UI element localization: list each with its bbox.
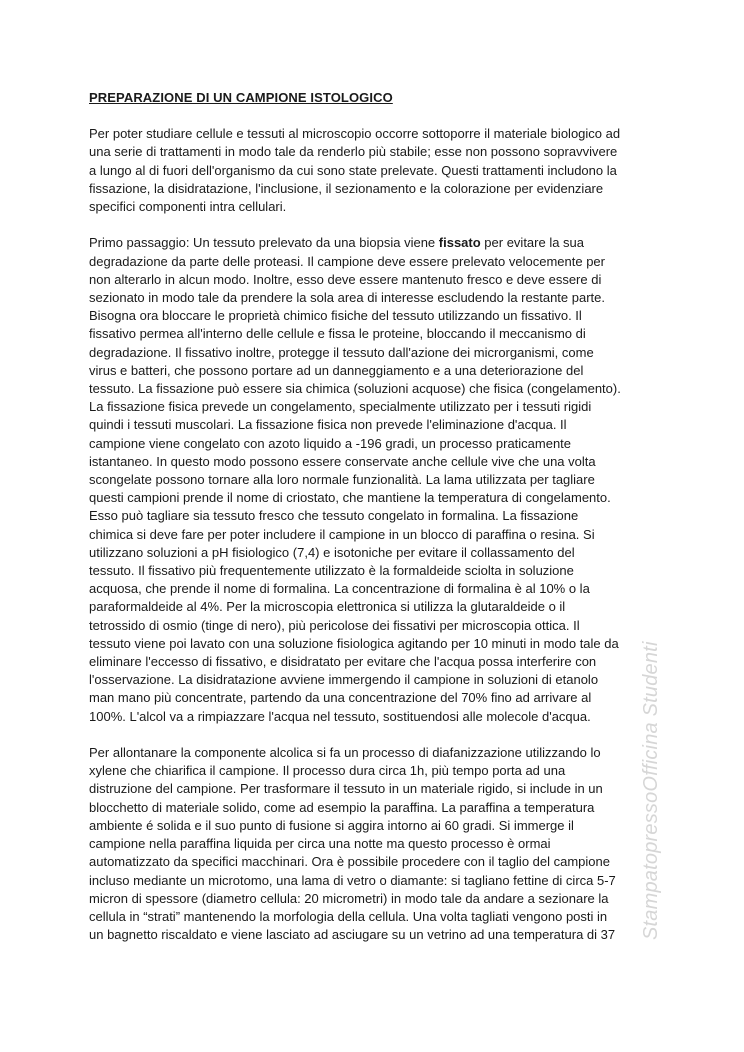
- paragraph-line: distruzione del campione. Per trasformare il tessuto in un materiale rigido, si include in un: [89, 781, 603, 797]
- paragraph-line: cellula in “strati” mantenendo la morfologia della cellula. Una volta tagliati vengono posti in: [89, 908, 608, 924]
- paragraph-line: questi campioni prende il nome di criostato, che mantiene la temperatura di congelamento.: [89, 490, 611, 506]
- paragraph-line: Bisogna ora bloccare le proprietà chimico fisiche del tessuto utilizzando un fissativo. Il: [89, 308, 582, 324]
- paragraph-line: sezionato in modo tale da prendere la sola area di interesse escludendo la restante parte.: [89, 290, 605, 306]
- paragraph-line: degradazione da parte delle proteasi. Il campione deve essere prelevato velocemente per: [89, 253, 605, 269]
- document-page: [89, 89, 656, 963]
- paragraph-intro: [89, 125, 656, 216]
- paragraph-line: ambiente é solida e il suo punto di fusione si aggira intorno ai 60 gradi. Si immerge il: [89, 817, 574, 833]
- paragraph-line: un bagnetto riscaldato e viene lasciato ad asciugare su un vetrino ad una temperatura di 37: [89, 927, 616, 943]
- paragraph-line: virus e batteri, che possono portare ad un danneggiamento e a una deteriorazione del: [89, 362, 584, 378]
- paragraph-line: 100%. L'alcol va a rimpiazzare l'acqua nel tessuto, sostituendosi alle molecole d'acqua.: [89, 708, 591, 724]
- paragraph-line: xylene che chiarifica il campione. Il processo dura circa 1h, più tempo porta ad una: [89, 763, 566, 779]
- document-title: PREPARAZIONE DI UN CAMPIONE ISTOLOGICO: [89, 90, 393, 105]
- paragraph-line: fissativo permea all'interno delle cellule e fissa le proteine, bloccando il meccanismo di: [89, 326, 586, 342]
- paragraph-line: acquosa, che prende il nome di formalina. La concentrazione di formalina è al 10% o la: [89, 581, 590, 597]
- paragraph-line: paraformaldeide al 4%. Per la microscopia elettronica si utilizza la glutaraldeide o il: [89, 599, 566, 615]
- paragraph-line: Per poter studiare cellule e tessuti al microscopio occorre sottoporre il materiale biologico ad: [89, 126, 621, 142]
- paragraph-line: eliminare l'eccesso di fissativo, e disidratato per evitare che l'acqua possa interferire con: [89, 654, 597, 670]
- paragraph-line: tessuto. Il fissativo più frequentemente utilizzato è la formaldeide sciolta in soluzione: [89, 563, 574, 579]
- paragraph-line: campione nella paraffina liquida per circa una notte ma questo processo è ormai: [89, 836, 551, 852]
- paragraph-fixation: [89, 234, 656, 725]
- paragraph-line: una serie di trattamenti in modo tale da renderlo più stabile; esse non possono sopravvivere: [89, 144, 618, 160]
- paragraph-line: istantaneo. In questo modo possono essere conservate anche cellule vive che una volta: [89, 453, 596, 469]
- paragraph-line: [89, 234, 656, 252]
- paragraph-line: blocchetto di materiale solido, come ad esempio la paraffina. La paraffina a temperatura: [89, 799, 595, 815]
- paragraph-line: scongelate possono tornare alla loro normale funzionalità. La lama utilizzata per tagliare: [89, 472, 595, 488]
- paragraph-line: a lungo al di fuori dell'organismo da cui sono state prelevate. Questi trattamenti includono la: [89, 162, 617, 178]
- paragraph-line: non alterarlo in alcun modo. Inoltre, esso deve essere mantenuto fresco e deve essere di: [89, 271, 602, 287]
- paragraph-line: tessuto viene poi lavato con una soluzione fisiologica agitando per 10 minuti in modo tale da: [89, 635, 619, 651]
- paragraph-line: Per allontanare la componente alcolica si fa un processo di diafanizzazione utilizzando lo: [89, 745, 601, 761]
- paragraph-line: tessuto. La fissazione può essere sia chimica (soluzioni acquose) che fisica (congelamento).: [89, 381, 621, 397]
- paragraph-line: quindi i tessuti muscolari. La fissazione fisica non prevede l'eliminazione d'acqua. Il: [89, 417, 567, 433]
- paragraph-line: chimica si deve fare per poter includere il campione in un blocco di paraffina o resina. Si: [89, 526, 595, 542]
- paragraph-inclusion: [89, 744, 656, 944]
- paragraph-line: La fissazione fisica prevede un congelamento, specialmente utilizzato per i tessuti rigidi: [89, 399, 592, 415]
- text-run: Primo passaggio: Un tessuto prelevato da una biopsia viene: [89, 235, 439, 251]
- paragraph-line: specifici componenti intra cellulari.: [89, 199, 287, 215]
- paragraph-line: automatizzato da specifici macchinari. Ora è possibile procedere con il taglio del campione: [89, 854, 610, 870]
- bold-term-fissato: fissato: [438, 235, 481, 251]
- paragraph-line: utilizzano soluzioni a pH fisiologico (7,4) e isotoniche per evitare il collassamento del: [89, 544, 575, 560]
- watermark: StampatopressoOfficina Studenti: [640, 641, 662, 940]
- paragraph-line: campione viene congelato con azoto liquido a -196 gradi, un processo praticamente: [89, 435, 572, 451]
- paragraph-line: incluso mediante un microtomo, una lama di vetro o diamante: si tagliano fettine di circa 5-7: [89, 872, 616, 888]
- paragraph-line: fissazione, la disidratazione, l'inclusione, il sezionamento e la colorazione per evidenziare: [89, 180, 604, 196]
- paragraph-line: tetrossido di osmio (tinge di nero), più pericolose dei fissativi per microscopia ottica. Il: [89, 617, 580, 633]
- paragraph-line: micron di spessore (diametro cellula: 20 micrometri) in modo tale da andare a sezionare la: [89, 890, 609, 906]
- paragraph-line: man mano più concentrate, partendo da una concentrazione del 70% fino ad arrivare al: [89, 690, 592, 706]
- paragraph-line: degradazione. Il fissativo inoltre, protegge il tessuto dall'azione dei microrganismi, come: [89, 344, 594, 360]
- paragraph-line: Esso può tagliare sia tessuto fresco che tessuto congelato in formalina. La fissazione: [89, 508, 579, 524]
- text-run: per evitare la sua: [480, 235, 585, 251]
- paragraph-line: l'osservazione. La disidratazione avviene immergendo il campione in soluzioni di etanolo: [89, 672, 599, 688]
